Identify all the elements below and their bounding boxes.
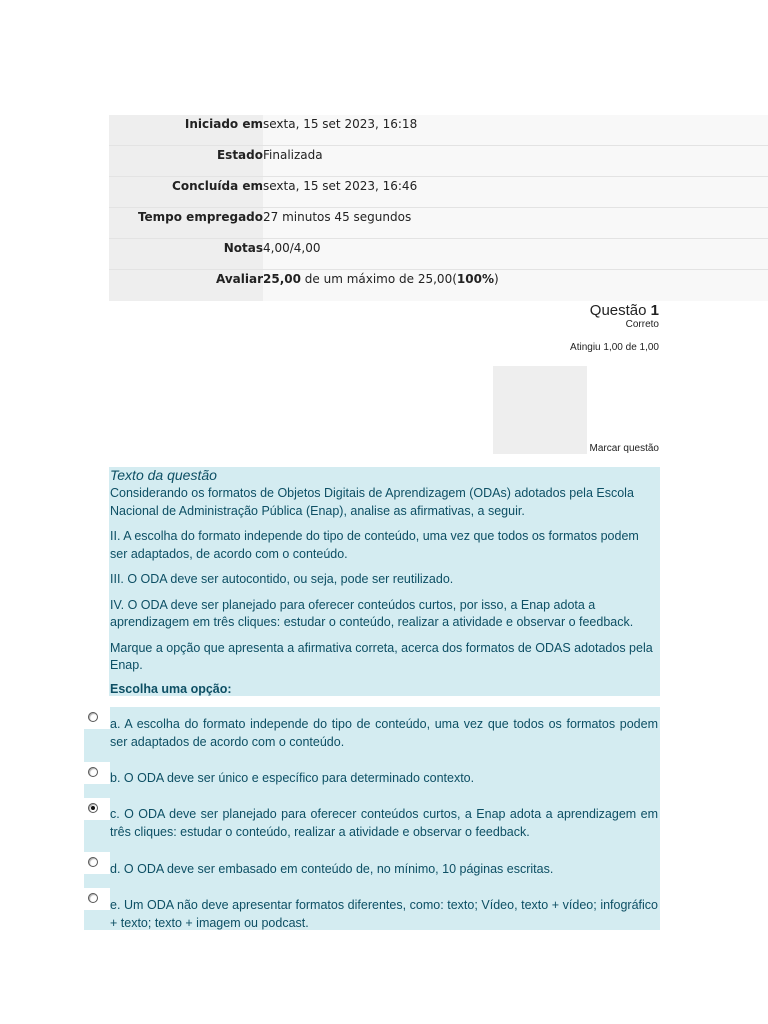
answer-option-text[interactable]: a. A escolha do formato independe do tipo de conteúdo, uma vez que todos os formatos podem ser adaptados de acordo com o conteúdo. (110, 717, 658, 749)
summary-row-grade (109, 270, 768, 301)
radio-unchecked-icon (88, 893, 98, 903)
summary-row-marks (109, 239, 768, 270)
summary-label: Concluída em (109, 177, 263, 207)
answer-option-text[interactable]: c. O ODA deve ser planejado para oferecer conteúdos curtos, a Enap adota a aprendizagem em três cliques: estudar o conteúdo, realizar a atividade e observar o feedback. (110, 807, 658, 839)
summary-value (263, 270, 768, 301)
radio-button[interactable] (84, 852, 110, 874)
radio-unchecked-icon (88, 712, 98, 722)
radio-button[interactable] (84, 707, 110, 729)
grade-percent: 100% (456, 272, 494, 286)
attempt-summary-table (109, 115, 768, 301)
radio-button[interactable] (84, 798, 110, 820)
grade-max-text: de um máximo de 25,00( (300, 272, 457, 286)
summary-label: Avaliar (109, 270, 263, 301)
summary-label: Estado (109, 146, 263, 176)
summary-row-time-taken (109, 208, 768, 239)
summary-row-started (109, 115, 768, 146)
question-info (493, 302, 659, 353)
question-text-heading: Texto da questão (110, 467, 217, 483)
summary-label: Tempo empregado (109, 208, 263, 238)
question-paragraph: Marque a opção que apresenta a afirmativa correta, acerca dos formatos de ODAS adotados pela Enap. (110, 640, 653, 672)
answer-option-text[interactable]: b. O ODA deve ser único e específico para determinado contexto. (110, 771, 475, 785)
radio-unchecked-icon (88, 767, 98, 777)
answer-option-text[interactable]: e. Um ODA não deve apresentar formatos diferentes, como: texto; Vídeo, texto + vídeo; infográfico + texto; texto + imagem ou podcast. (110, 898, 658, 930)
question-paragraph: II. A escolha do formato independe do tipo de conteúdo, uma vez que todos os formatos podem ser adaptados, de acordo com o conteúdo. (110, 529, 639, 561)
summary-value: 27 minutos 45 segundos (263, 208, 768, 238)
summary-row-completed (109, 177, 768, 208)
summary-value: sexta, 15 set 2023, 16:18 (263, 115, 768, 145)
summary-value: 4,00/4,00 (263, 239, 768, 269)
question-text-panel (109, 467, 660, 696)
flag-question-box[interactable] (493, 366, 587, 454)
question-grade: Atingiu 1,00 de 1,00 (570, 342, 659, 353)
summary-value: sexta, 15 set 2023, 16:46 (263, 177, 768, 207)
question-paragraph: Considerando os formatos de Objetos Digitais de Aprendizagem (ODAs) adotados pela Escola Nacional de Administração Pública (Enap), analise as afirmativas, a seguir. (110, 486, 634, 518)
summary-label: Iniciado em (109, 115, 263, 145)
question-title-prefix: Questão (589, 302, 651, 319)
answer-options-panel (84, 707, 660, 930)
question-paragraph: IV. O ODA deve ser planejado para oferecer conteúdos curtos, por isso, a Enap adota a aprendizagem em três cliques: estudar o conteúdo, realizar a atividade e observar o feedback. (110, 597, 634, 629)
radio-button[interactable] (84, 888, 110, 910)
question-paragraph: III. O ODA deve ser autocontido, ou seja, pode ser reutilizado. (110, 572, 454, 586)
flag-question-label[interactable]: Marcar questão (589, 443, 659, 454)
question-title (493, 302, 659, 319)
question-number: 1 (650, 302, 659, 319)
radio-unchecked-icon (88, 857, 98, 867)
grade-close-paren: ) (493, 272, 499, 286)
choose-option-label: Escolha uma opção: (110, 681, 232, 696)
question-state: Correto (625, 319, 659, 330)
grade-value: 25,00 (263, 272, 301, 286)
radio-button[interactable] (84, 762, 110, 784)
answer-option-text[interactable]: d. O ODA deve ser embasado em conteúdo de, no mínimo, 10 páginas escritas. (110, 862, 554, 876)
summary-value: Finalizada (263, 146, 768, 176)
summary-label: Notas (109, 239, 263, 269)
summary-row-state (109, 146, 768, 177)
radio-checked-icon (88, 803, 98, 813)
